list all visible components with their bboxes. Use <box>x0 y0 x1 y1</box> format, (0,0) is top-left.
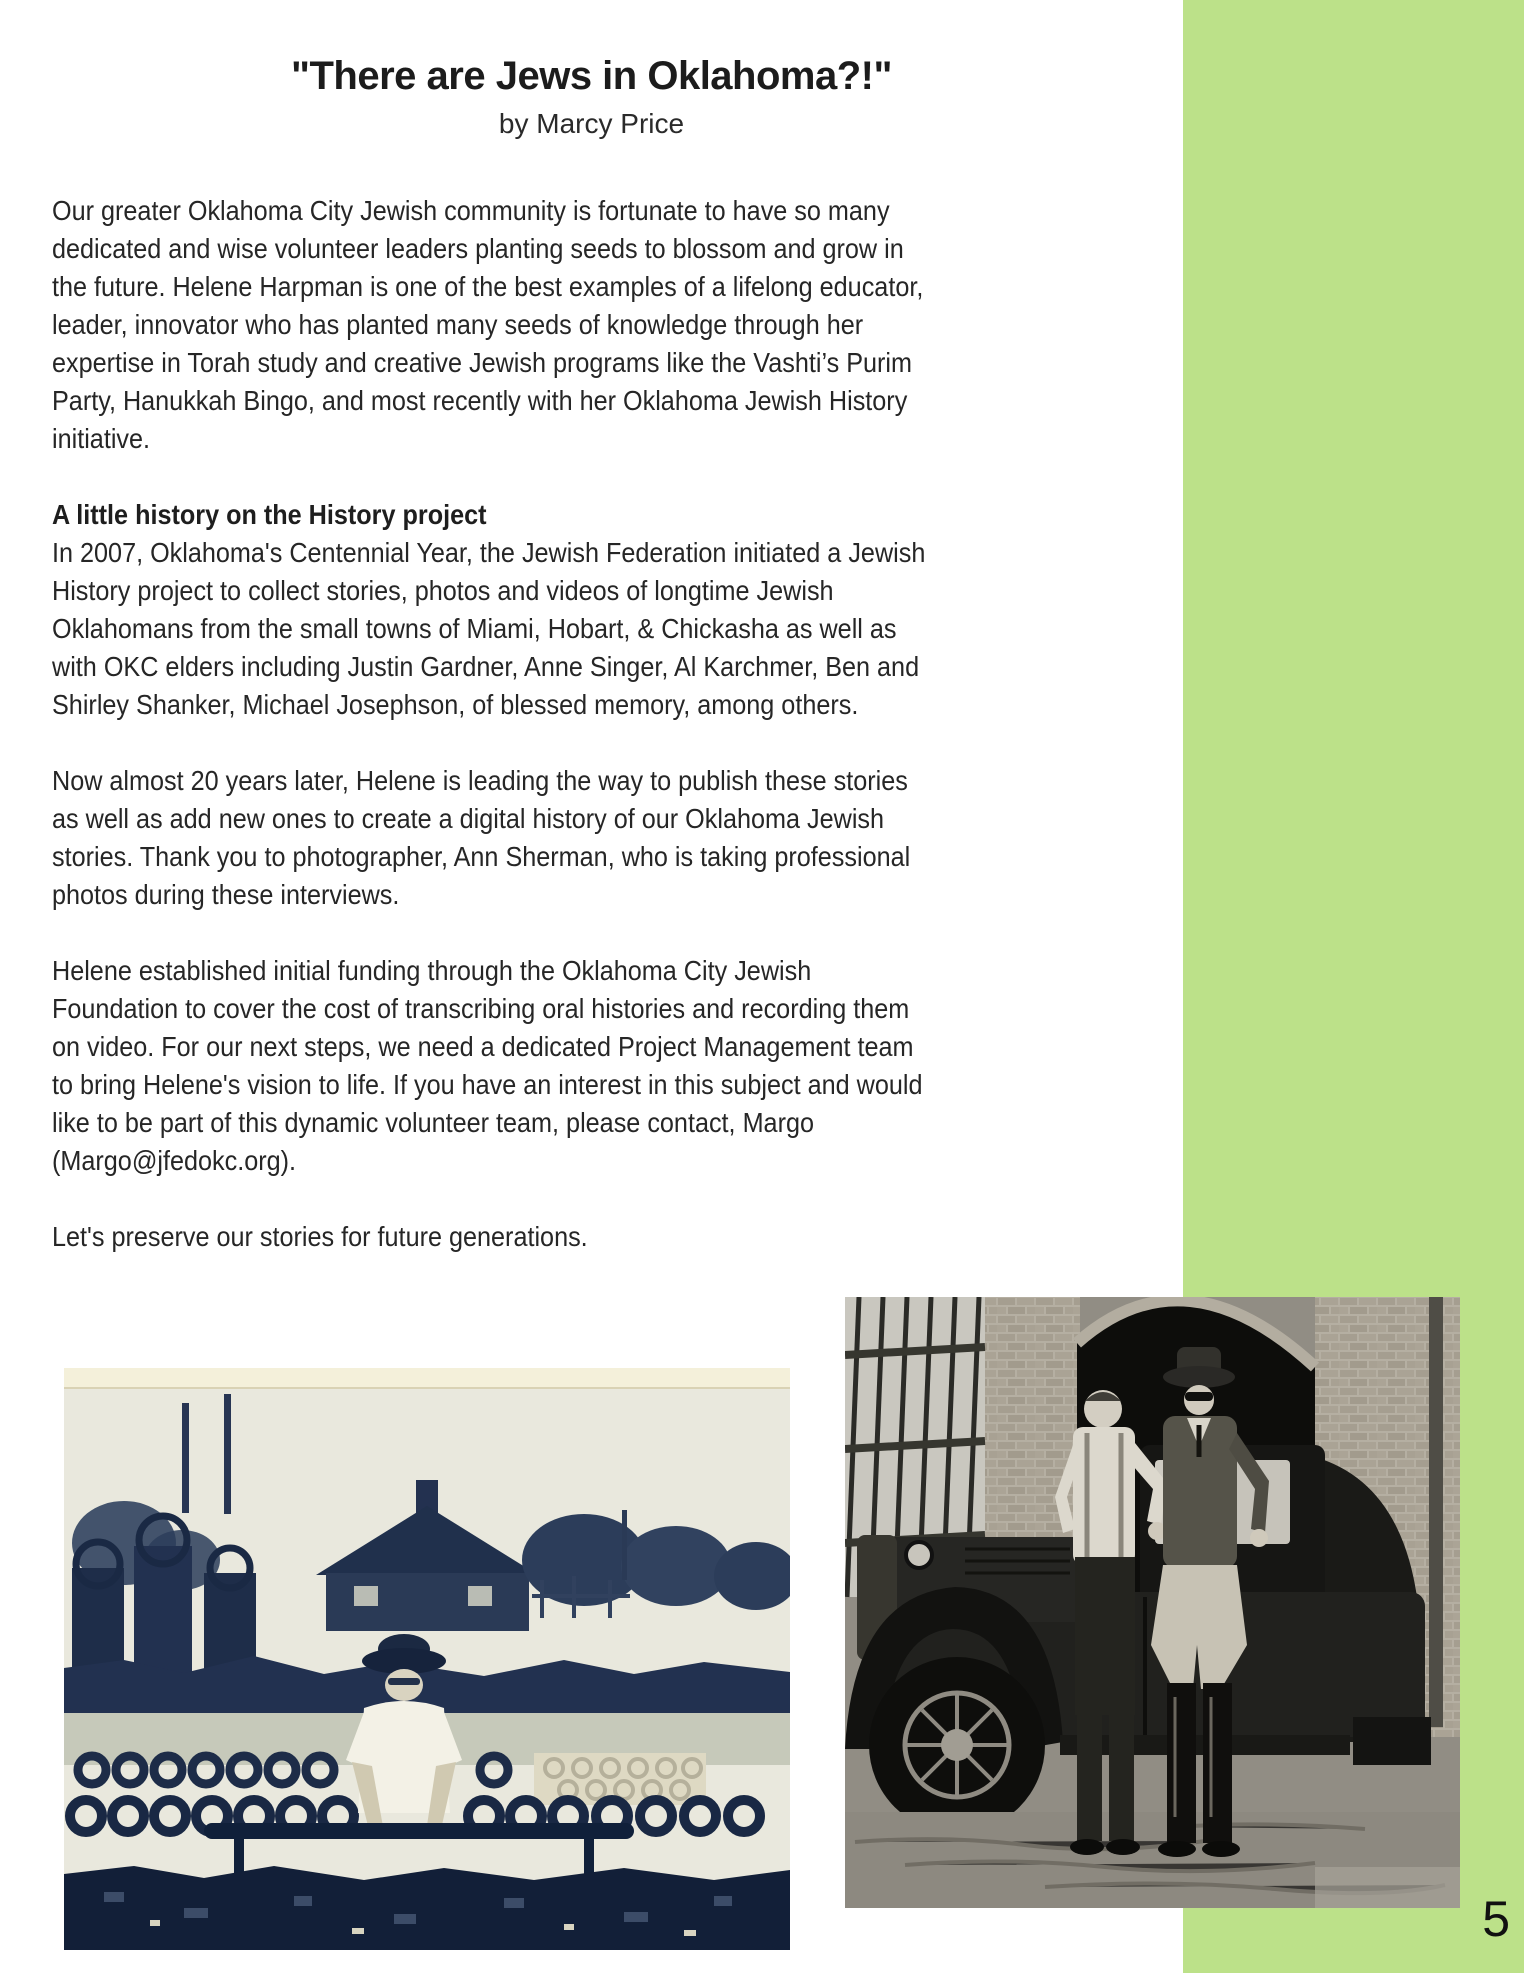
paragraph-funding: Helene established initial funding through the Oklahoma City Jewish Foundation to cover the cost of transcribing oral histories and recording them on video. For our next steps, we need a dedicated Project Management team to bring Helene's vision to life. If you have an interest in this subject and would like to be part of this dynamic volunteer team, please contact, Margo (Margo@jfedokc.org). <box>52 955 923 1176</box>
article-title: "There are Jews in Oklahoma?!" <box>291 54 892 98</box>
article-byline: by Marcy Price <box>498 108 685 139</box>
history-heading: A little history on the History project <box>52 499 487 530</box>
article-body <box>52 192 932 1294</box>
paragraph-history: In 2007, Oklahoma's Centennial Year, the Jewish Federation initiated a Jewish History project to collect stories, photos and videos of longtime Jewish Oklahomans from the small towns of Miami, Hobart, & Chickasha as well as with OKC elders including Justin Gardner, Anne Singer, Al Karchmer, Ben and Shirley Shanker, Michael Josephson, of blessed memory, among others. <box>52 537 926 720</box>
photo-two-men-car-image <box>845 1297 1460 1908</box>
photo-two-men-car <box>845 1297 1460 1908</box>
page-number: 5 <box>1482 1891 1510 1947</box>
paragraph-closing: Let's preserve our stories for future generations. <box>52 1221 588 1252</box>
photo-supply-yard <box>64 1368 790 1950</box>
photo-supply-yard-image <box>64 1368 790 1950</box>
paragraph-intro: Our greater Oklahoma City Jewish community is fortunate to have so many dedicated and wise volunteer leaders planting seeds to blossom and grow in the future. Helene Harpman is one of the best examples of a lifelong educator, leader, innovator who has planted many seeds of knowledge through her expertise in Torah study and creative Jewish programs like the Vashti’s Purim Party, Hanukkah Bingo, and most recently with her Oklahoma Jewish History initiative. <box>52 195 924 454</box>
paragraph-now: Now almost 20 years later, Helene is leading the way to publish these stories as well as add new ones to create a digital history of our Oklahoma Jewish stories. Thank you to photographer, Ann Sherman, who is taking professional photos during these interviews. <box>52 765 911 910</box>
